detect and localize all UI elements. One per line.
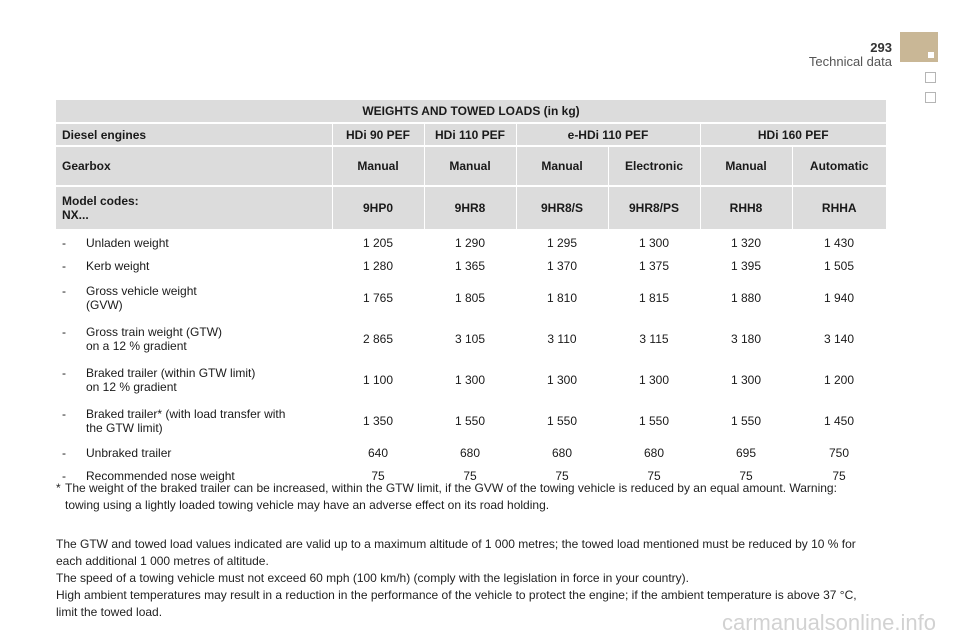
- table-cell: 1 375: [638, 258, 670, 273]
- table-cell: 1 765: [362, 290, 394, 305]
- table-cell: 75: [371, 468, 385, 483]
- model-code-cell: RHHA: [792, 186, 886, 230]
- model-code-cell: 9HR8: [424, 186, 516, 230]
- row-label: [56, 230, 332, 254]
- row-label: [56, 359, 332, 400]
- row-dash: -: [62, 324, 66, 339]
- footnote: [56, 480, 896, 514]
- table-row: [56, 441, 886, 464]
- table-cell: 680: [459, 445, 481, 460]
- row-label: [56, 277, 332, 318]
- row-label-line1: Gross train weight (GTW): [86, 324, 223, 339]
- table-cell: 1 320: [730, 235, 762, 250]
- table-cell: 1 300: [638, 372, 670, 387]
- table-body: [56, 230, 886, 487]
- gearbox-cell: Manual: [700, 146, 792, 186]
- table-cell: 1 805: [454, 290, 486, 305]
- engines-row: [56, 123, 886, 146]
- info-text: [56, 536, 896, 621]
- table-cell: 1 550: [546, 413, 578, 428]
- table-cell: 640: [367, 445, 389, 460]
- table-cell: 680: [643, 445, 665, 460]
- table-cell: 1 100: [362, 372, 394, 387]
- row-label-line1: Unbraked trailer: [86, 445, 172, 460]
- row-dash: -: [62, 235, 66, 250]
- model-code-cell: 9HR8/S: [516, 186, 608, 230]
- model-codes-label: [56, 186, 332, 230]
- model-code-cell: RHH8: [700, 186, 792, 230]
- table-cell: 1 300: [454, 372, 486, 387]
- row-dash: -: [62, 468, 66, 483]
- row-label-line1: Recommended nose weight: [86, 468, 235, 483]
- table-cell: 75: [463, 468, 477, 483]
- table-cell: 1 300: [638, 235, 670, 250]
- table-title-row: [56, 100, 886, 123]
- table-cell: 1 280: [362, 258, 394, 273]
- engine-header: HDi 110 PEF: [424, 123, 516, 146]
- row-label-line2: on 12 % gradient: [86, 379, 177, 394]
- table-cell: 3 105: [454, 331, 486, 346]
- table-cell: 1 880: [730, 290, 762, 305]
- gearbox-cell: Manual: [516, 146, 608, 186]
- tab-marker-icon: [928, 52, 934, 58]
- table-cell: 1 450: [823, 413, 855, 428]
- table-cell: 1 810: [546, 290, 578, 305]
- altitude-note-line2: each additional 1 000 metres of altitude.: [56, 554, 269, 568]
- table-cell: 3 115: [639, 331, 669, 346]
- table-row: [56, 400, 886, 441]
- model-codes-row: [56, 186, 886, 230]
- table-row: [56, 254, 886, 277]
- row-label-line1: Gross vehicle weight: [86, 283, 197, 298]
- table-row: [56, 230, 886, 254]
- section-title: Technical data: [808, 54, 892, 69]
- row-label: [56, 441, 332, 464]
- table-cell: 1 370: [546, 258, 578, 273]
- table-cell: 1 550: [638, 413, 670, 428]
- row-label: [56, 400, 332, 441]
- altitude-note-line1: The GTW and towed load values indicated are valid up to a maximum altitude of 1 000 metres; the towed load mentioned must be reduced by 10 % for: [56, 537, 856, 551]
- engine-header: HDi 160 PEF: [700, 123, 886, 146]
- weights-table: [56, 100, 886, 487]
- model-code-cell: 9HR8/PS: [608, 186, 700, 230]
- temperature-note-line1: High ambient temperatures may result in a reduction in the performance of the vehicle to protect the engine; if the ambient temperature is above 37 °C,: [56, 588, 857, 602]
- chapter-tab: [900, 32, 938, 62]
- table-cell: 3 110: [547, 331, 577, 346]
- table-cell: 1 815: [638, 290, 670, 305]
- table-cell: 1 290: [454, 235, 486, 250]
- table-row: [56, 359, 886, 400]
- table-cell: 1 300: [546, 372, 578, 387]
- table-cell: 1 505: [823, 258, 855, 273]
- footnote-line1: The weight of the braked trailer can be increased, within the GTW limit, if the GVW of the towing vehicle is reduced by an equal amount. Warning:: [65, 481, 837, 495]
- gearbox-cell: Manual: [424, 146, 516, 186]
- table-cell: 695: [735, 445, 757, 460]
- table-row: [56, 318, 886, 359]
- watermark: carmanualsonline.info: [721, 610, 936, 635]
- engine-header: HDi 90 PEF: [332, 123, 424, 146]
- footnote-line2: towing using a lightly loaded towing vehicle may have an adverse effect on its road holding.: [65, 498, 550, 512]
- table-cell: 680: [551, 445, 573, 460]
- row-label-line1: Braked trailer* (with load transfer with: [86, 406, 286, 421]
- table-cell: 75: [555, 468, 569, 483]
- gearbox-row: [56, 146, 886, 186]
- table-cell: 1 300: [730, 372, 762, 387]
- row-dash: -: [62, 406, 66, 421]
- table-cell: 3 180: [730, 331, 762, 346]
- chapter-square-icon: [925, 72, 936, 83]
- table-row: [56, 277, 886, 318]
- chapter-square-icon: [925, 92, 936, 103]
- table-cell: 750: [828, 445, 850, 460]
- table-cell: 1 550: [730, 413, 762, 428]
- table-cell: 1 430: [823, 235, 855, 250]
- row-label-line2: (GVW): [86, 297, 123, 312]
- model-code-cell: 9HP0: [332, 186, 424, 230]
- table-cell: 3 140: [823, 331, 855, 346]
- table-cell: 1 350: [362, 413, 394, 428]
- row-dash: -: [62, 283, 66, 298]
- page-number: 293: [870, 40, 892, 55]
- row-label-line1: Unladen weight: [86, 235, 169, 250]
- table-title: WEIGHTS AND TOWED LOADS (in kg): [56, 100, 886, 123]
- model-codes-label-line2: NX...: [62, 208, 89, 222]
- gearbox-cell: Manual: [332, 146, 424, 186]
- table-cell: 75: [647, 468, 661, 483]
- row-label-line2: on a 12 % gradient: [86, 338, 187, 353]
- table-cell: 1 365: [454, 258, 486, 273]
- row-label-line1: Braked trailer (within GTW limit): [86, 365, 256, 380]
- speed-note: The speed of a towing vehicle must not exceed 60 mph (100 km/h) (comply with the legislation in force in your country).: [56, 571, 689, 585]
- gearbox-label: Gearbox: [56, 146, 332, 186]
- model-codes-label-line1: Model codes:: [62, 194, 139, 208]
- table-cell: 1 550: [454, 413, 486, 428]
- row-label: [56, 318, 332, 359]
- table-cell: 75: [832, 468, 846, 483]
- row-label-line1: Kerb weight: [86, 258, 150, 273]
- gearbox-cell: Automatic: [792, 146, 886, 186]
- footnote-star: *: [56, 481, 61, 495]
- gearbox-cell: Electronic: [608, 146, 700, 186]
- temperature-note-line2: limit the towed load.: [56, 605, 163, 619]
- row-label: [56, 254, 332, 277]
- engine-header: e-HDi 110 PEF: [516, 123, 700, 146]
- table-cell: 1 940: [823, 290, 855, 305]
- row-label-line2: the GTW limit): [86, 420, 163, 435]
- table-cell: 75: [739, 468, 753, 483]
- table-cell: 1 295: [546, 235, 578, 250]
- table-cell: 1 205: [362, 235, 394, 250]
- table-cell: 2 865: [362, 331, 394, 346]
- table-cell: 1 395: [730, 258, 762, 273]
- row-dash: -: [62, 365, 66, 380]
- row-dash: -: [62, 445, 66, 460]
- engines-label: Diesel engines: [56, 123, 332, 146]
- table-cell: 1 200: [823, 372, 855, 387]
- row-dash: -: [62, 258, 66, 273]
